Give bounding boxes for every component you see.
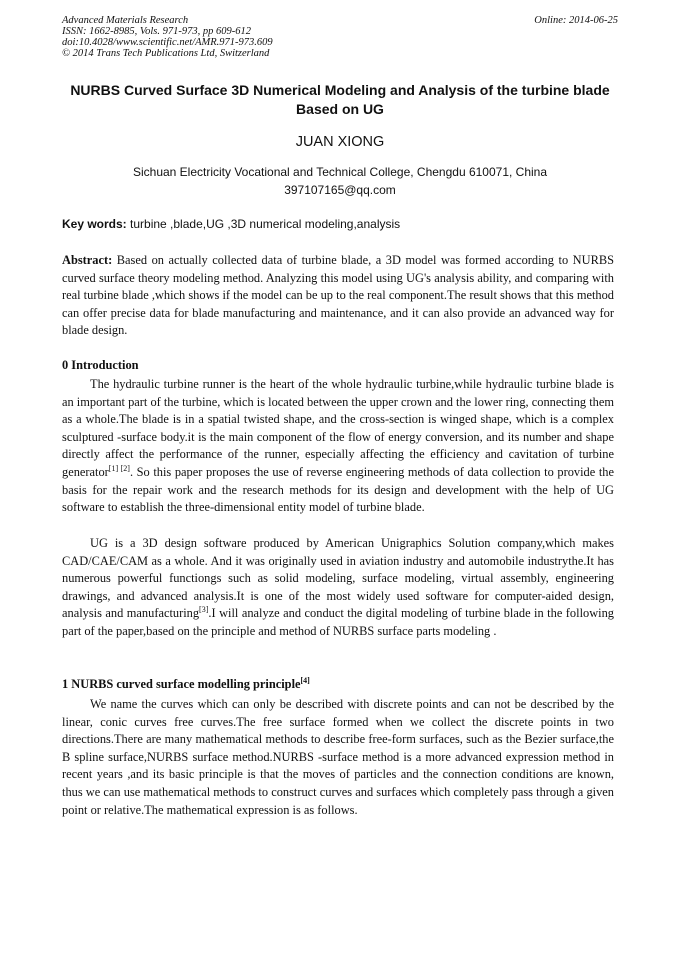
online-date: Online: 2014-06-25 <box>534 15 618 26</box>
abstract-text: Based on actually collected data of turbine blade, a 3D model was formed according to NURBS curved surface theory modeling method. Analyzing this model using UG's analysis ability, and comparing with real turbine blade ,which shows if the model can be up to the real component.The result shows that this method can offer precise data for blade manufacturing and maintenance, and it can also provide an advanced way for blade design. <box>62 253 614 338</box>
citation-1-2: [1] [2] <box>108 463 130 473</box>
journal-name: Advanced Materials Research <box>62 15 189 26</box>
paper-title: NURBS Curved Surface 3D Numerical Modeling and Analysis of the turbine blade Based on UG <box>70 82 610 117</box>
abstract <box>62 252 614 340</box>
section-heading-introduction: 0 Introduction <box>62 358 139 372</box>
intro-paragraph-1 <box>62 376 614 517</box>
email: 397107165@qq.com <box>284 183 396 197</box>
doi-line: doi:10.4028/www.scientific.net/AMR.971-973.609 <box>62 37 273 48</box>
journal-header <box>62 15 618 59</box>
citation-3: [3] <box>199 605 209 615</box>
affiliation: Sichuan Electricity Vocational and Technical College, Chengdu 610071, China <box>132 165 548 179</box>
intro-paragraph-2 <box>62 535 614 641</box>
keywords-text: turbine ,blade,UG ,3D numerical modeling,analysis <box>126 217 401 231</box>
keywords <box>62 217 618 231</box>
nurbs-heading-text: 1 NURBS curved surface modelling principle <box>62 677 301 691</box>
keywords-label: Key words: <box>62 217 127 231</box>
nurbs-paragraph-1: We name the curves which can only be described with discrete points and can not be described by the linear, conic curves free curves.The free surface formed when we collect the discrete points in two directions.There are many mathematical methods to describe free-form surfaces, such as the Bezier surface,the B spline surface,NURBS surface method.NURBS -surface method is a more advanced expression method in recent years ,and its basic principle is that the moves of particles and the connection conditions are known, thus we can use mathematical methods to construct curves and surfaces which completely pass through a given point or relative.The mathematical expression is as follows. <box>62 697 614 817</box>
abstract-label: Abstract: <box>62 253 113 267</box>
intro-p1-text-b: . So this paper proposes the use of reverse engineering methods of data collection to provide the basis for the repair work and the research methods for its design and development with the help of UG software to establish the three-dimensional entity model of turbine blade. <box>62 464 615 515</box>
issn-line: ISSN: 1662-8985, Vols. 971-973, pp 609-612 <box>62 26 251 37</box>
intro-p2-text-a: UG is a 3D design software produced by American Unigraphics Solution company,which makes CAD/CAE/CAM as a whole. And it was originally used in aviation industry and automobile industrythe.It has numerous powerful functiongs such as solid modeling, surface modeling, virtual assembly, engineering drawings, and advanced analysis.It is one of the most widely used software for computer-aided design, analysis and manufacturing <box>62 536 614 621</box>
intro-p1-text-a: The hydraulic turbine runner is the heart of the whole hydraulic turbine,while hydraulic turbine blade is an important part of the turbine, which is located between the upper crown and the lower ring, connecting them as a whole.The blade is in a spatial twisted shape, and the cross-section is winged shape, which is a complex sculptured -surface body.it is the main component of the flow of energy conversion, and its number and shape directly affect the performance of the runner, especially affecting the efficiency and cavitation of turbine generator <box>62 377 614 479</box>
citation-4: [4] <box>300 675 310 685</box>
copyright-line: © 2014 Trans Tech Publications Ltd, Switzerland <box>62 48 270 59</box>
author-name: JUAN XIONG <box>295 134 385 150</box>
author-affiliation-block <box>62 163 618 199</box>
section-heading-nurbs <box>62 677 310 692</box>
intro-p2-text-b: .I will analyze and conduct the digital modeling of turbine blade in the following part of the paper,based on the principle and method of NURBS surface parts modeling . <box>62 606 614 638</box>
